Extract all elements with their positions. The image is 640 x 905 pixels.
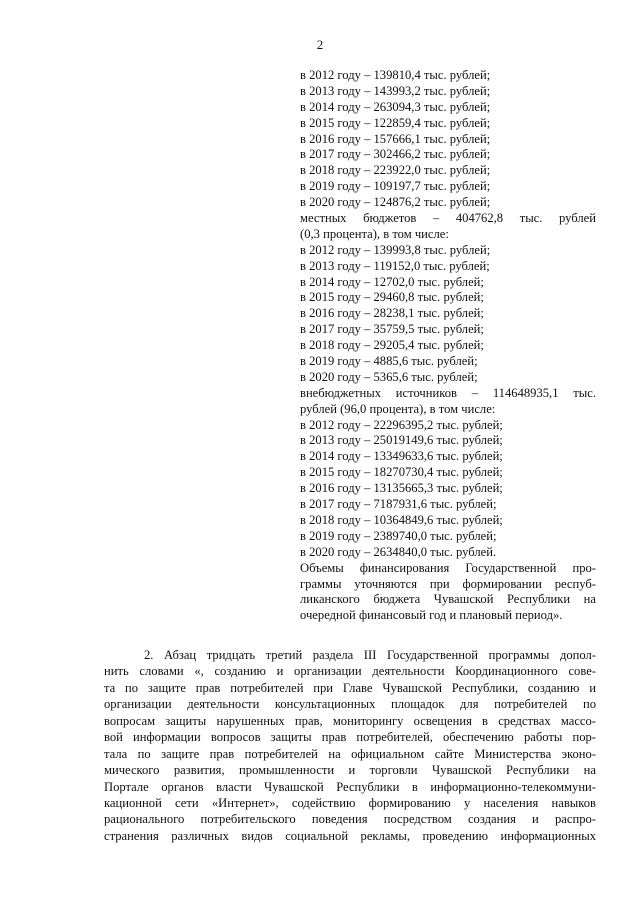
- financing-line: в 2017 году – 7187931,6 тыс. рублей;: [300, 497, 497, 512]
- financing-volumes-list: [300, 68, 596, 624]
- financing-line: в 2016 году – 28238,1 тыс. рублей;: [300, 306, 484, 321]
- paragraph-line: странения различных видов социальной рекламы, проведению информационных: [104, 828, 596, 843]
- paragraph-line: тала по защите прав потребителей на официальном сайте Министерства эконо-: [104, 746, 596, 761]
- financing-line: в 2014 году – 13349633,6 тыс. рублей;: [300, 449, 503, 464]
- paragraph-line: та по защите прав потребителей при Главе Чувашской Республики, созданию и: [104, 680, 596, 695]
- financing-line: в 2020 году – 124876,2 тыс. рублей;: [300, 195, 491, 210]
- financing-line: в 2020 году – 5365,6 тыс. рублей;: [300, 369, 478, 384]
- financing-line: местных бюджетов – 404762,8 тыс. рублей: [300, 211, 596, 226]
- financing-line: в 2017 году – 35759,5 тыс. рублей;: [300, 322, 484, 337]
- paragraph-line: вой информации вопросов защиты прав потребителей, обеспечению работы пор-: [104, 730, 596, 745]
- financing-line: Объемы финансирования Государственной про-: [300, 560, 596, 575]
- financing-line: очередной финансовый год и плановый период».: [300, 608, 563, 623]
- financing-line: ликанского бюджета Чувашской Республики на: [300, 592, 596, 607]
- financing-line: внебюджетных источников – 114648935,1 тыс.: [300, 385, 596, 400]
- page-number: 2: [316, 37, 324, 52]
- financing-line: в 2013 году – 25019149,6 тыс. рублей;: [300, 433, 503, 448]
- amendment-paragraph: [104, 647, 596, 844]
- financing-line: в 2015 году – 18270730,4 тыс. рублей;: [300, 465, 503, 480]
- paragraph-line: вопросам защиты нарушенных прав, мониторингу освещения в средствах массо-: [104, 713, 596, 728]
- financing-line: в 2015 году – 29460,8 тыс. рублей;: [300, 290, 484, 305]
- financing-line: в 2020 году – 2634840,0 тыс. рублей.: [300, 544, 497, 559]
- paragraph-line: Портале органов власти Чувашской Республики в информационно-телекоммуни-: [104, 779, 596, 794]
- paragraph-line: организации деятельности консультационных площадок для потребителей по: [104, 697, 596, 712]
- financing-line: в 2014 году – 263094,3 тыс. рублей;: [300, 99, 491, 114]
- financing-line: в 2016 году – 157666,1 тыс. рублей;: [300, 131, 491, 146]
- financing-line: в 2018 году – 10364849,6 тыс. рублей;: [300, 512, 503, 527]
- financing-line: в 2019 году – 4885,6 тыс. рублей;: [300, 354, 478, 369]
- financing-line: в 2018 году – 223922,0 тыс. рублей;: [300, 163, 491, 178]
- financing-line: в 2019 году – 2389740,0 тыс. рублей;: [300, 528, 497, 543]
- financing-line: в 2013 году – 143993,2 тыс. рублей;: [300, 83, 491, 98]
- financing-line: в 2013 году – 119152,0 тыс. рублей;: [300, 258, 490, 273]
- financing-line: в 2015 году – 122859,4 тыс. рублей;: [300, 115, 491, 130]
- financing-line: в 2014 году – 12702,0 тыс. рублей;: [300, 274, 484, 289]
- paragraph-line: кационной сети «Интернет», содействию формированию у населения навыков: [104, 795, 596, 810]
- financing-line: (0,3 процента), в том числе:: [300, 226, 449, 241]
- financing-line: в 2016 году – 13135665,3 тыс. рублей;: [300, 481, 503, 496]
- paragraph-line: нить словами «, созданию и организации деятельности Координационного сове-: [104, 664, 596, 679]
- financing-line: рублей (96,0 процента), в том числе:: [300, 401, 496, 416]
- paragraph-line: мического развития, промышленности и торговли Чувашской Республики на: [104, 763, 596, 778]
- paragraph-line: 2. Абзац тридцать третий раздела III Государственной программы допол-: [144, 648, 596, 662]
- financing-line: в 2012 году – 139993,8 тыс. рублей;: [300, 242, 491, 257]
- financing-line: в 2018 году – 29205,4 тыс. рублей;: [300, 338, 484, 353]
- financing-line: в 2012 году – 22296395,2 тыс. рублей;: [300, 417, 503, 432]
- financing-line: в 2012 году – 139810,4 тыс. рублей;: [300, 68, 491, 82]
- financing-line: граммы уточняются при формировании респуб-: [300, 576, 596, 591]
- financing-line: в 2017 году – 302466,2 тыс. рублей;: [300, 147, 491, 162]
- paragraph-line: рационального потребительского поведения посредством создания и распро-: [104, 812, 596, 827]
- financing-line: в 2019 году – 109197,7 тыс. рублей;: [300, 179, 491, 194]
